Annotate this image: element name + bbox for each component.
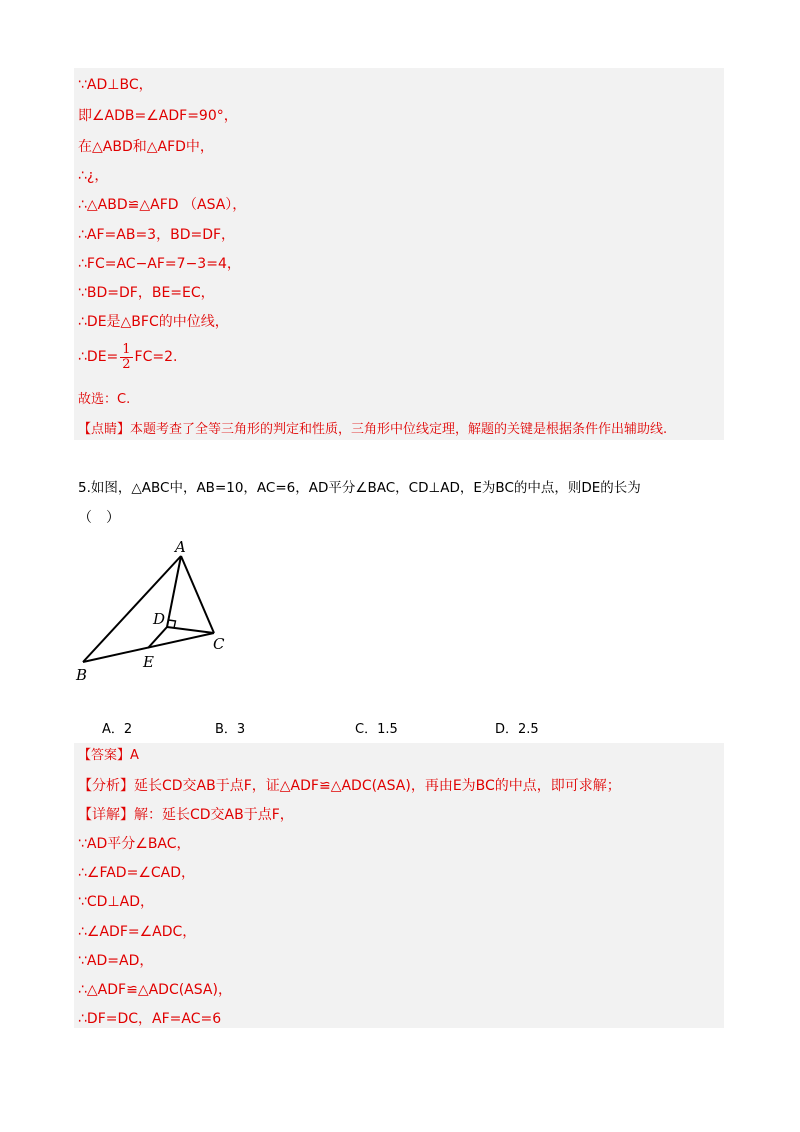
segment-ac — [181, 556, 214, 633]
solution-line: ∴FC=AC−AF=7−3=4， — [78, 256, 241, 272]
solution-line: ∵CD⊥AD， — [78, 894, 155, 910]
question-stem: 5.如图，△ABC中，AB=10，AC=6，AD平分∠BAC，CD⊥AD，E为BC的中点，则DE的长为 — [78, 480, 641, 496]
option-c: C．1.5 — [355, 722, 398, 737]
solution-line: ∵AD⊥BC， — [78, 77, 153, 93]
question-blank: （ ） — [78, 510, 120, 526]
fraction-numerator: 1 — [122, 341, 131, 357]
solution-line: ∴∠ADF=∠ADC， — [78, 924, 197, 940]
solution-line: ∴¿， — [78, 168, 109, 184]
solution-line: 即∠ADB=∠ADF=90°， — [78, 108, 238, 124]
solution-line: ∴DE是△BFC的中位线， — [78, 314, 229, 330]
segment-dc — [167, 627, 214, 633]
label-d: D — [153, 610, 166, 628]
fraction-suffix: FC=2. — [134, 349, 178, 365]
fraction-denominator: 2 — [122, 356, 131, 372]
analysis-line: 【分析】延长CD交AB于点F，证△ADF≌△ADC(ASA)，再由E为BC的中点，即可求解； — [78, 778, 621, 794]
detail-line: 【详解】解：延长CD交AB于点F， — [78, 807, 294, 823]
solution-line: ∴△ADF≌△ADC(ASA)， — [78, 982, 232, 998]
label-e: E — [143, 653, 154, 671]
fraction-prefix: ∴DE= — [78, 349, 119, 365]
segment-de — [148, 627, 167, 648]
segment-ab — [83, 556, 181, 662]
solution-line: ∵AD平分∠BAC， — [78, 836, 191, 852]
solution-line: ∴∠FAD=∠CAD， — [78, 865, 195, 881]
solution-line: ∴DF=DC，AF=AC=6 — [78, 1011, 222, 1027]
option-a: A．2 — [102, 722, 133, 737]
solution-fraction-line — [78, 340, 177, 374]
label-a: A — [175, 538, 186, 556]
comment-line: 【点睛】本题考查了全等三角形的判定和性质，三角形中位线定理，解题的关键是根据条件作出辅助线. — [78, 422, 668, 437]
segment-ad — [167, 556, 181, 627]
solution-line: ∴△ABD≌△AFD （ASA）， — [78, 197, 247, 213]
solution-line: ∴AF=AB=3，BD=DF， — [78, 227, 236, 243]
fraction — [120, 343, 132, 372]
solution-line: ∵BD=DF，BE=EC， — [78, 285, 215, 301]
right-angle-mark — [169, 620, 176, 628]
label-c: C — [213, 635, 225, 653]
answer-line: 【答案】A — [78, 748, 139, 763]
choice-line: 故选：C. — [78, 392, 131, 407]
option-b: B．3 — [215, 722, 246, 737]
segment-bc — [83, 633, 214, 662]
solution-line: ∵AD=AD， — [78, 953, 154, 969]
option-d: D．2.5 — [495, 722, 539, 737]
label-b: B — [76, 666, 88, 684]
solution-line: 在△ABD和△AFD中， — [78, 139, 214, 155]
